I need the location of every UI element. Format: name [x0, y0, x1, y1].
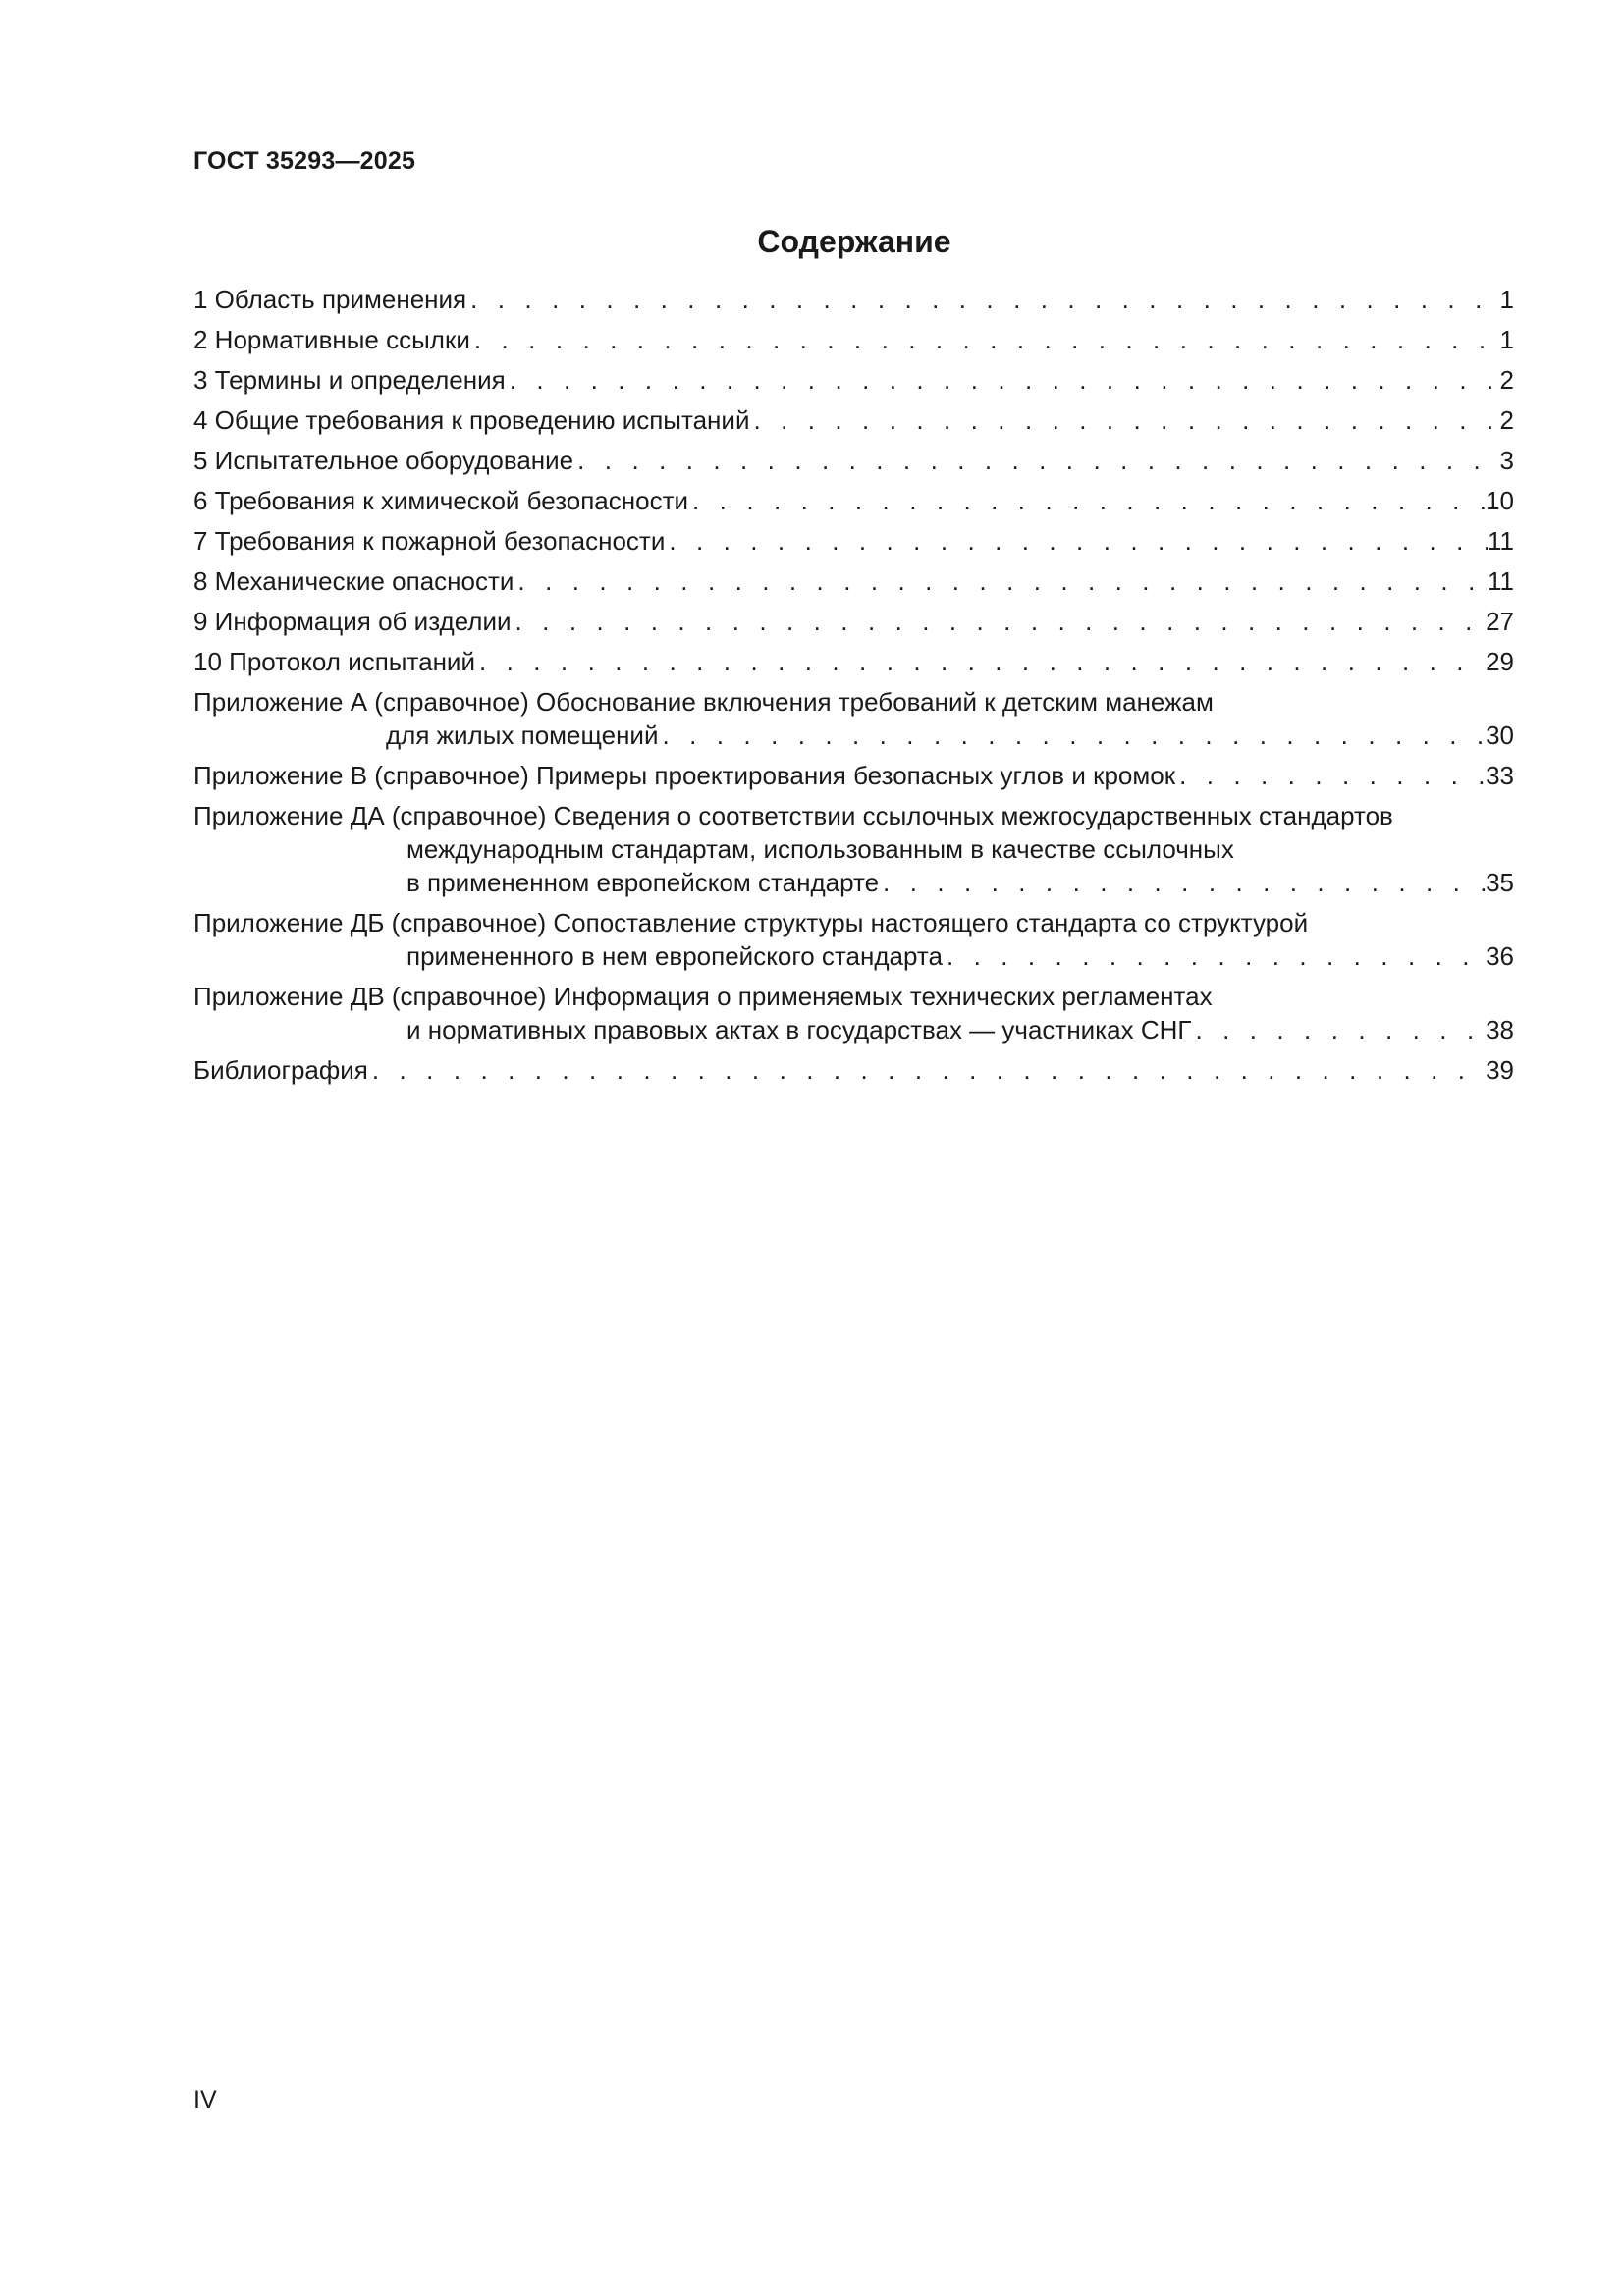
toc-entry-text: 5 Испытательное оборудование [193, 446, 574, 475]
toc-entry-appendix-b[interactable] [193, 759, 1514, 792]
toc-page-number: 35 [1486, 868, 1514, 897]
toc-dot-leader [506, 363, 1500, 397]
toc-dot-leader [688, 484, 1486, 517]
toc-dot-leader [665, 524, 1488, 558]
toc-entry-text-cont: для жилых помещений [386, 721, 659, 750]
toc-dot-leader [943, 939, 1486, 973]
toc-entry-7[interactable] [193, 524, 1514, 558]
toc-entry-text: 8 Механические опасности [193, 566, 514, 596]
toc-entry-text: Приложение А (справочное) Обоснование включения требований к детским манежам [193, 687, 1214, 717]
document-code: ГОСТ 35293—2025 [193, 147, 416, 175]
toc-dot-leader [514, 564, 1488, 598]
toc-page-number: 1 [1499, 325, 1514, 354]
toc-dot-leader [1175, 759, 1486, 792]
toc-entry-appendix-da[interactable] [193, 799, 1514, 899]
toc-entry-text-cont: международным стандартам, использованным в качестве ссылочных [406, 834, 1234, 864]
toc-dot-leader [470, 323, 1500, 356]
toc-entry-text: 6 Требования к химической безопасности [193, 486, 689, 515]
toc-page-number: 36 [1486, 941, 1514, 971]
toc-page-number: 3 [1499, 446, 1514, 475]
toc-page-number: 29 [1486, 647, 1514, 676]
toc-page-number: 2 [1499, 365, 1514, 395]
toc-title: Содержание [757, 224, 951, 259]
toc-entry-4[interactable] [193, 403, 1514, 437]
toc-entry-text: Приложение ДБ (справочное) Сопоставление структуры настоящего стандарта со структурой [193, 908, 1309, 937]
toc-dot-leader [512, 605, 1487, 638]
toc-entry-3[interactable] [193, 363, 1514, 397]
toc-entry-text: 7 Требования к пожарной безопасности [193, 526, 666, 556]
toc-entry-text: 1 Область применения [193, 285, 467, 314]
toc-entry-9[interactable] [193, 605, 1514, 638]
toc-page-number: 30 [1486, 721, 1514, 750]
toc-page-number: 10 [1486, 486, 1514, 515]
toc-page-number: 38 [1486, 1015, 1514, 1044]
toc-entry-text: Приложение В (справочное) Примеры проектирования безопасных углов и кромок [193, 761, 1176, 790]
toc-entry-8[interactable] [193, 564, 1514, 598]
toc-dot-leader [466, 283, 1499, 316]
toc-entry-text: 10 Протокол испытаний [193, 647, 475, 676]
toc-entry-10[interactable] [193, 645, 1514, 678]
toc-entry-appendix-db[interactable] [193, 906, 1514, 973]
toc-entry-appendix-dv[interactable] [193, 980, 1514, 1046]
toc-entry-5[interactable] [193, 444, 1514, 477]
toc-page-number: 33 [1486, 761, 1514, 790]
toc-page-number: 1 [1499, 285, 1514, 314]
toc-entry-text: Приложение ДВ (справочное) Информация о применяемых технических регламентах [193, 982, 1213, 1011]
toc-dot-leader [749, 403, 1499, 437]
toc-entry-text: 4 Общие требования к проведению испытаний [193, 405, 750, 435]
toc-entry-text: Библиография [193, 1055, 368, 1085]
toc-entry-1[interactable] [193, 283, 1514, 316]
toc-entry-text-cont: примененного в нем европейского стандарта [406, 941, 943, 971]
toc-page-number: 2 [1499, 405, 1514, 435]
toc-entry-text: 2 Нормативные ссылки [193, 325, 470, 354]
toc-entry-text: 3 Термины и определения [193, 365, 506, 395]
toc-entry-appendix-a[interactable] [193, 685, 1514, 752]
toc-page-number: 11 [1488, 526, 1514, 556]
toc-dot-leader [1191, 1013, 1486, 1046]
table-of-contents [193, 283, 1514, 1087]
toc-page-number: 39 [1486, 1055, 1514, 1085]
toc-dot-leader [475, 645, 1486, 678]
toc-entry-text: 9 Информация об изделии [193, 607, 512, 636]
toc-dot-leader [368, 1053, 1486, 1087]
toc-entry-2[interactable] [193, 323, 1514, 356]
toc-entry-text-cont: и нормативных правовых актах в государствах — участниках СНГ [406, 1015, 1192, 1044]
toc-entry-bibliography[interactable] [193, 1053, 1514, 1087]
toc-dot-leader [658, 719, 1486, 752]
toc-entry-6[interactable] [193, 484, 1514, 517]
toc-page-number: 27 [1486, 607, 1514, 636]
toc-entry-text: Приложение ДА (справочное) Сведения о соответствии ссылочных межгосударственных стандартов [193, 801, 1393, 830]
toc-page-number: 11 [1488, 566, 1514, 596]
footer-page-number: IV [193, 2086, 217, 2113]
toc-dot-leader [879, 866, 1486, 899]
toc-dot-leader [573, 444, 1499, 477]
toc-entry-text-cont: в примененном европейском стандарте [406, 868, 880, 897]
